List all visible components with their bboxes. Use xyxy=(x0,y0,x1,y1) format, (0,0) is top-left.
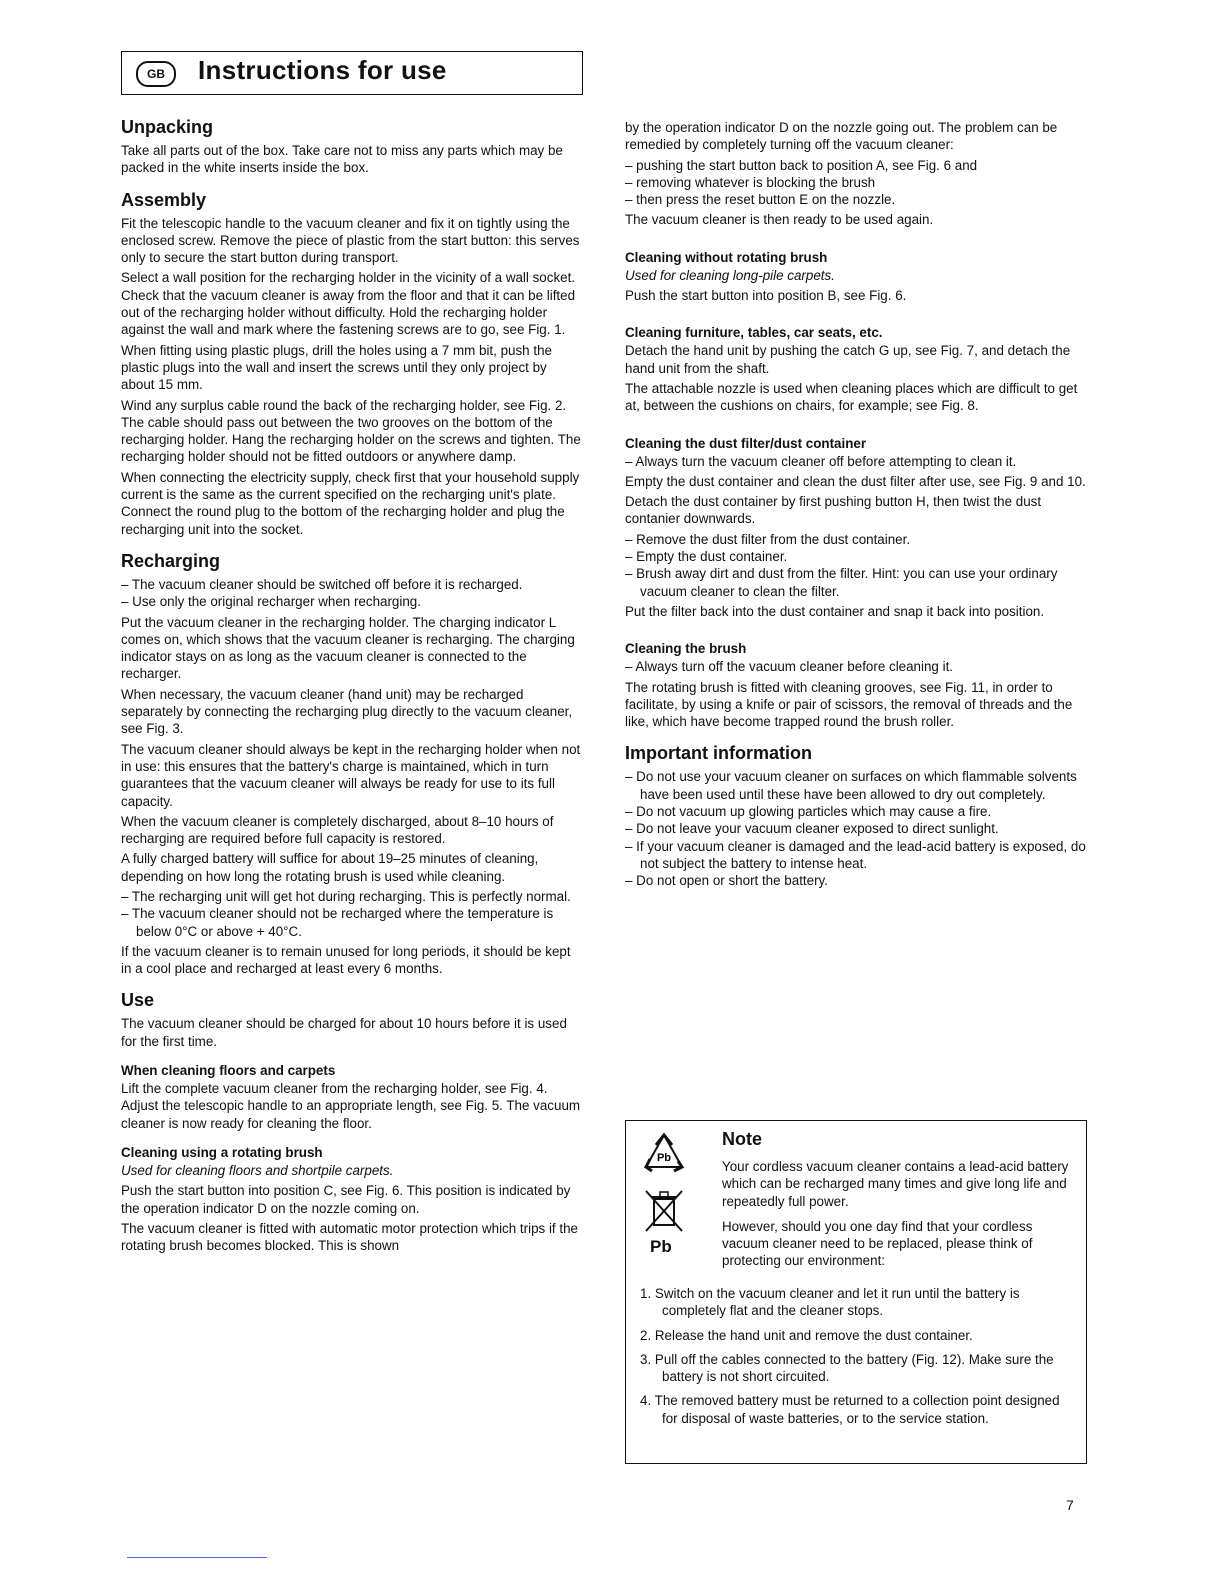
note-title: Note xyxy=(722,1129,762,1149)
paragraph: Put the vacuum cleaner in the recharging holder. The charging indicator L comes on, which shows that the vacuum cleaner is recharging. The charging indicator stays on as long as the vacuum cleaner is connected to the recharger. xyxy=(121,614,575,682)
note-icons xyxy=(638,1131,696,1255)
bullet-list xyxy=(625,768,1087,889)
page-number: 7 xyxy=(1066,1497,1074,1513)
paragraph: The vacuum cleaner is fitted with automatic motor protection which trips if the rotating brush becomes blocked. This is shown xyxy=(121,1220,578,1254)
title-box xyxy=(121,51,583,95)
section-heading-unpacking: Unpacking xyxy=(121,117,214,137)
list-item: – Do not open or short the battery. xyxy=(625,873,828,889)
paragraph: The vacuum cleaner is then ready to be used again. xyxy=(625,212,934,228)
list-item: – Do not vacuum up glowing particles which may cause a fire. xyxy=(625,804,992,820)
right-column xyxy=(625,119,1087,893)
paragraph: When connecting the electricity supply, check first that your household supply current is the same as the current specified on the recharging unit's plate. Connect the round plug to the bottom of the recharging holder and plug the recharging unit into the socket. xyxy=(121,469,580,537)
note-body xyxy=(722,1158,1074,1273)
subheading-brush: Cleaning the brush xyxy=(625,641,747,657)
paragraph: The vacuum cleaner should be charged for about 10 hours before it is used for the first time. xyxy=(121,1016,567,1049)
list-item: 4. The removed battery must be returned to a collection point designed for disposal of waste batteries, or to the service station. xyxy=(640,1393,1060,1426)
bullet-list xyxy=(625,157,1087,209)
paragraph: Push the start button into position B, see Fig. 6. xyxy=(625,288,907,304)
list-item: – Always turn off the vacuum cleaner before cleaning it. xyxy=(625,659,954,675)
paragraph: Select a wall position for the recharging holder in the vicinity of a wall socket. Check that the vacuum cleaner is away from the floor and that it can be lifted out of the recharging holder without difficulty. Hold the recharging holder against the wall and mark where the fastening screws are to go, see Fig. 1. xyxy=(121,270,576,338)
section-heading-assembly: Assembly xyxy=(121,189,207,210)
list-item: – Always turn the vacuum cleaner off before attempting to clean it. xyxy=(625,453,1017,469)
section-heading-important: Important information xyxy=(625,743,812,764)
paragraph: When fitting using plastic plugs, drill the holes using a 7 mm bit, push the plastic plugs into the wall and insert the screws until they only project by about 15 mm. xyxy=(121,342,552,393)
crossed-bin-icon xyxy=(638,1185,690,1237)
divider xyxy=(127,1557,267,1558)
paragraph: However, should you one day find that your cordless vacuum cleaner need to be replaced, please think of protecting our environment: xyxy=(722,1218,1033,1269)
list-item: – Use only the original recharger when recharging. xyxy=(121,594,421,610)
list-item: 3. Pull off the cables connected to the battery (Fig. 12). Make sure the battery is not short circuited. xyxy=(640,1351,1054,1385)
paragraph: by the operation indicator D on the nozzle going out. The problem can be remedied by completely turning off the vacuum cleaner: xyxy=(625,120,1058,153)
bullet-list xyxy=(121,576,583,611)
paragraph: Detach the hand unit by pushing the catch G up, see Fig. 7, and detach the hand unit from the shaft. xyxy=(625,343,1071,376)
note-box xyxy=(625,1120,1087,1464)
paragraph: When necessary, the vacuum cleaner (hand unit) may be recharged separately by connecting the recharging plug directly to the vacuum cleaner, see Fig. 3. xyxy=(121,686,573,737)
subheading-floors: When cleaning floors and carpets xyxy=(121,1063,336,1079)
paragraph: When the vacuum cleaner is completely discharged, about 8–10 hours of recharging are required before full capacity is restored. xyxy=(121,813,554,847)
list-item: – pushing the start button back to position A, see Fig. 6 and xyxy=(625,157,978,173)
paragraph: Fit the telescopic handle to the vacuum cleaner and fix it on tightly using the enclosed screw. Remove the piece of plastic from the start button: this serves only to secure the start button during transport. xyxy=(121,215,580,266)
left-column xyxy=(121,116,583,1257)
paragraph: The attachable nozzle is used when cleaning places which are difficult to get at, between the cushions on chairs, for example; see Fig. 8. xyxy=(625,380,1078,414)
list-item: – removing whatever is blocking the brush xyxy=(625,174,876,190)
list-item: – Do not leave your vacuum cleaner exposed to direct sunlight. xyxy=(625,821,999,837)
subheading-furniture: Cleaning furniture, tables, car seats, etc. xyxy=(625,325,883,341)
note-steps xyxy=(640,1285,1076,1434)
paragraph: If the vacuum cleaner is to remain unused for long periods, it should be kept in a cool place and recharged at least every 6 months. xyxy=(121,943,571,977)
list-item: 1. Switch on the vacuum cleaner and let it run until the battery is completely flat and the cleaner stops. xyxy=(640,1286,1020,1319)
paragraph: Take all parts out of the box. Take care not to miss any parts which may be packed in the white inserts inside the box. xyxy=(121,143,563,176)
list-item: – The vacuum cleaner should not be recharged where the temperature is below 0°C or above + 40°C. xyxy=(121,906,554,939)
paragraph: Your cordless vacuum cleaner contains a lead-acid battery which can be recharged many times and give long life and repeatedly full power. xyxy=(722,1159,1069,1209)
bullet-list xyxy=(625,531,1087,600)
bullet-list xyxy=(625,453,1087,470)
section-heading-use: Use xyxy=(121,990,155,1011)
list-item: – Brush away dirt and dust from the filter. Hint: you can use your ordinary vacuum cleaner to clean the filter. xyxy=(625,566,1058,599)
list-item: – then press the reset button E on the nozzle. xyxy=(625,192,896,208)
list-item: – Remove the dust filter from the dust container. xyxy=(625,531,911,547)
paragraph: Put the filter back into the dust container and snap it back into position. xyxy=(625,603,1045,619)
list-item: – The recharging unit will get hot during recharging. This is perfectly normal. xyxy=(121,888,571,904)
subheading-no-rotating-brush: Cleaning without rotating brush xyxy=(625,249,828,265)
paragraph: Wind any surplus cable round the back of the recharging holder, see Fig. 2. The cable should pass out between the two grooves on the bottom of the recharging holder. Hang the recharging holder on the screws and tighten. The recharging holder should not be fitted outdoors or anywhere damp. xyxy=(121,397,581,465)
paragraph: The rotating brush is fitted with cleaning grooves, see Fig. 11, in order to facilitate, by using a knife or pair of scissors, the removal of threads and the like, which have become trapped round the brush roller. xyxy=(625,679,1073,730)
italic-note: Used for cleaning long-pile carpets. xyxy=(625,267,835,283)
bullet-list xyxy=(121,888,583,940)
paragraph: Lift the complete vacuum cleaner from the recharging holder, see Fig. 4. Adjust the telescopic handle to an appropriate length, see Fig. 5. The vacuum cleaner is now ready for cleaning the floor. xyxy=(121,1081,581,1131)
recycle-pb-icon xyxy=(638,1131,690,1177)
list-item: 2. Release the hand unit and remove the dust container. xyxy=(640,1327,973,1343)
paragraph: The vacuum cleaner should always be kept in the recharging holder when not in use: this ensures that the battery's charge is maintained, which in turn guarantees that the vacuum cleaner will always be ready for use to its full capacity. xyxy=(121,741,581,809)
pb-label: Pb xyxy=(650,1236,672,1256)
paragraph: Empty the dust container and clean the dust filter after use, see Fig. 9 and 10. xyxy=(625,473,1086,489)
svg-text:Pb: Pb xyxy=(656,1152,672,1164)
subheading-dust-filter: Cleaning the dust filter/dust container xyxy=(625,435,867,451)
page-title: Instructions for use xyxy=(198,55,447,85)
list-item: – Empty the dust container. xyxy=(625,549,788,565)
list-item: – If your vacuum cleaner is damaged and the lead-acid battery is exposed, do not subject the battery to intense heat. xyxy=(625,838,1086,871)
bullet-list xyxy=(625,658,1087,675)
subheading-rotating-brush: Cleaning using a rotating brush xyxy=(121,1144,323,1160)
gb-badge: GB xyxy=(136,61,176,87)
paragraph: Push the start button into position C, see Fig. 6. This position is indicated by the operation indicator D on the nozzle coming on. xyxy=(121,1183,571,1216)
paragraph: Detach the dust container by first pushing button H, then twist the dust contanier downwards. xyxy=(625,494,1042,527)
list-item: – The vacuum cleaner should be switched off before it is recharged. xyxy=(121,576,523,592)
section-heading-recharging: Recharging xyxy=(121,550,221,571)
list-item: – Do not use your vacuum cleaner on surfaces on which flammable solvents have been used until these have been allowed to dry out completely. xyxy=(625,769,1077,802)
paragraph: A fully charged battery will suffice for about 19–25 minutes of cleaning, depending on how long the rotating brush is used while cleaning. xyxy=(121,851,539,884)
italic-note: Used for cleaning floors and shortpile carpets. xyxy=(121,1162,394,1178)
